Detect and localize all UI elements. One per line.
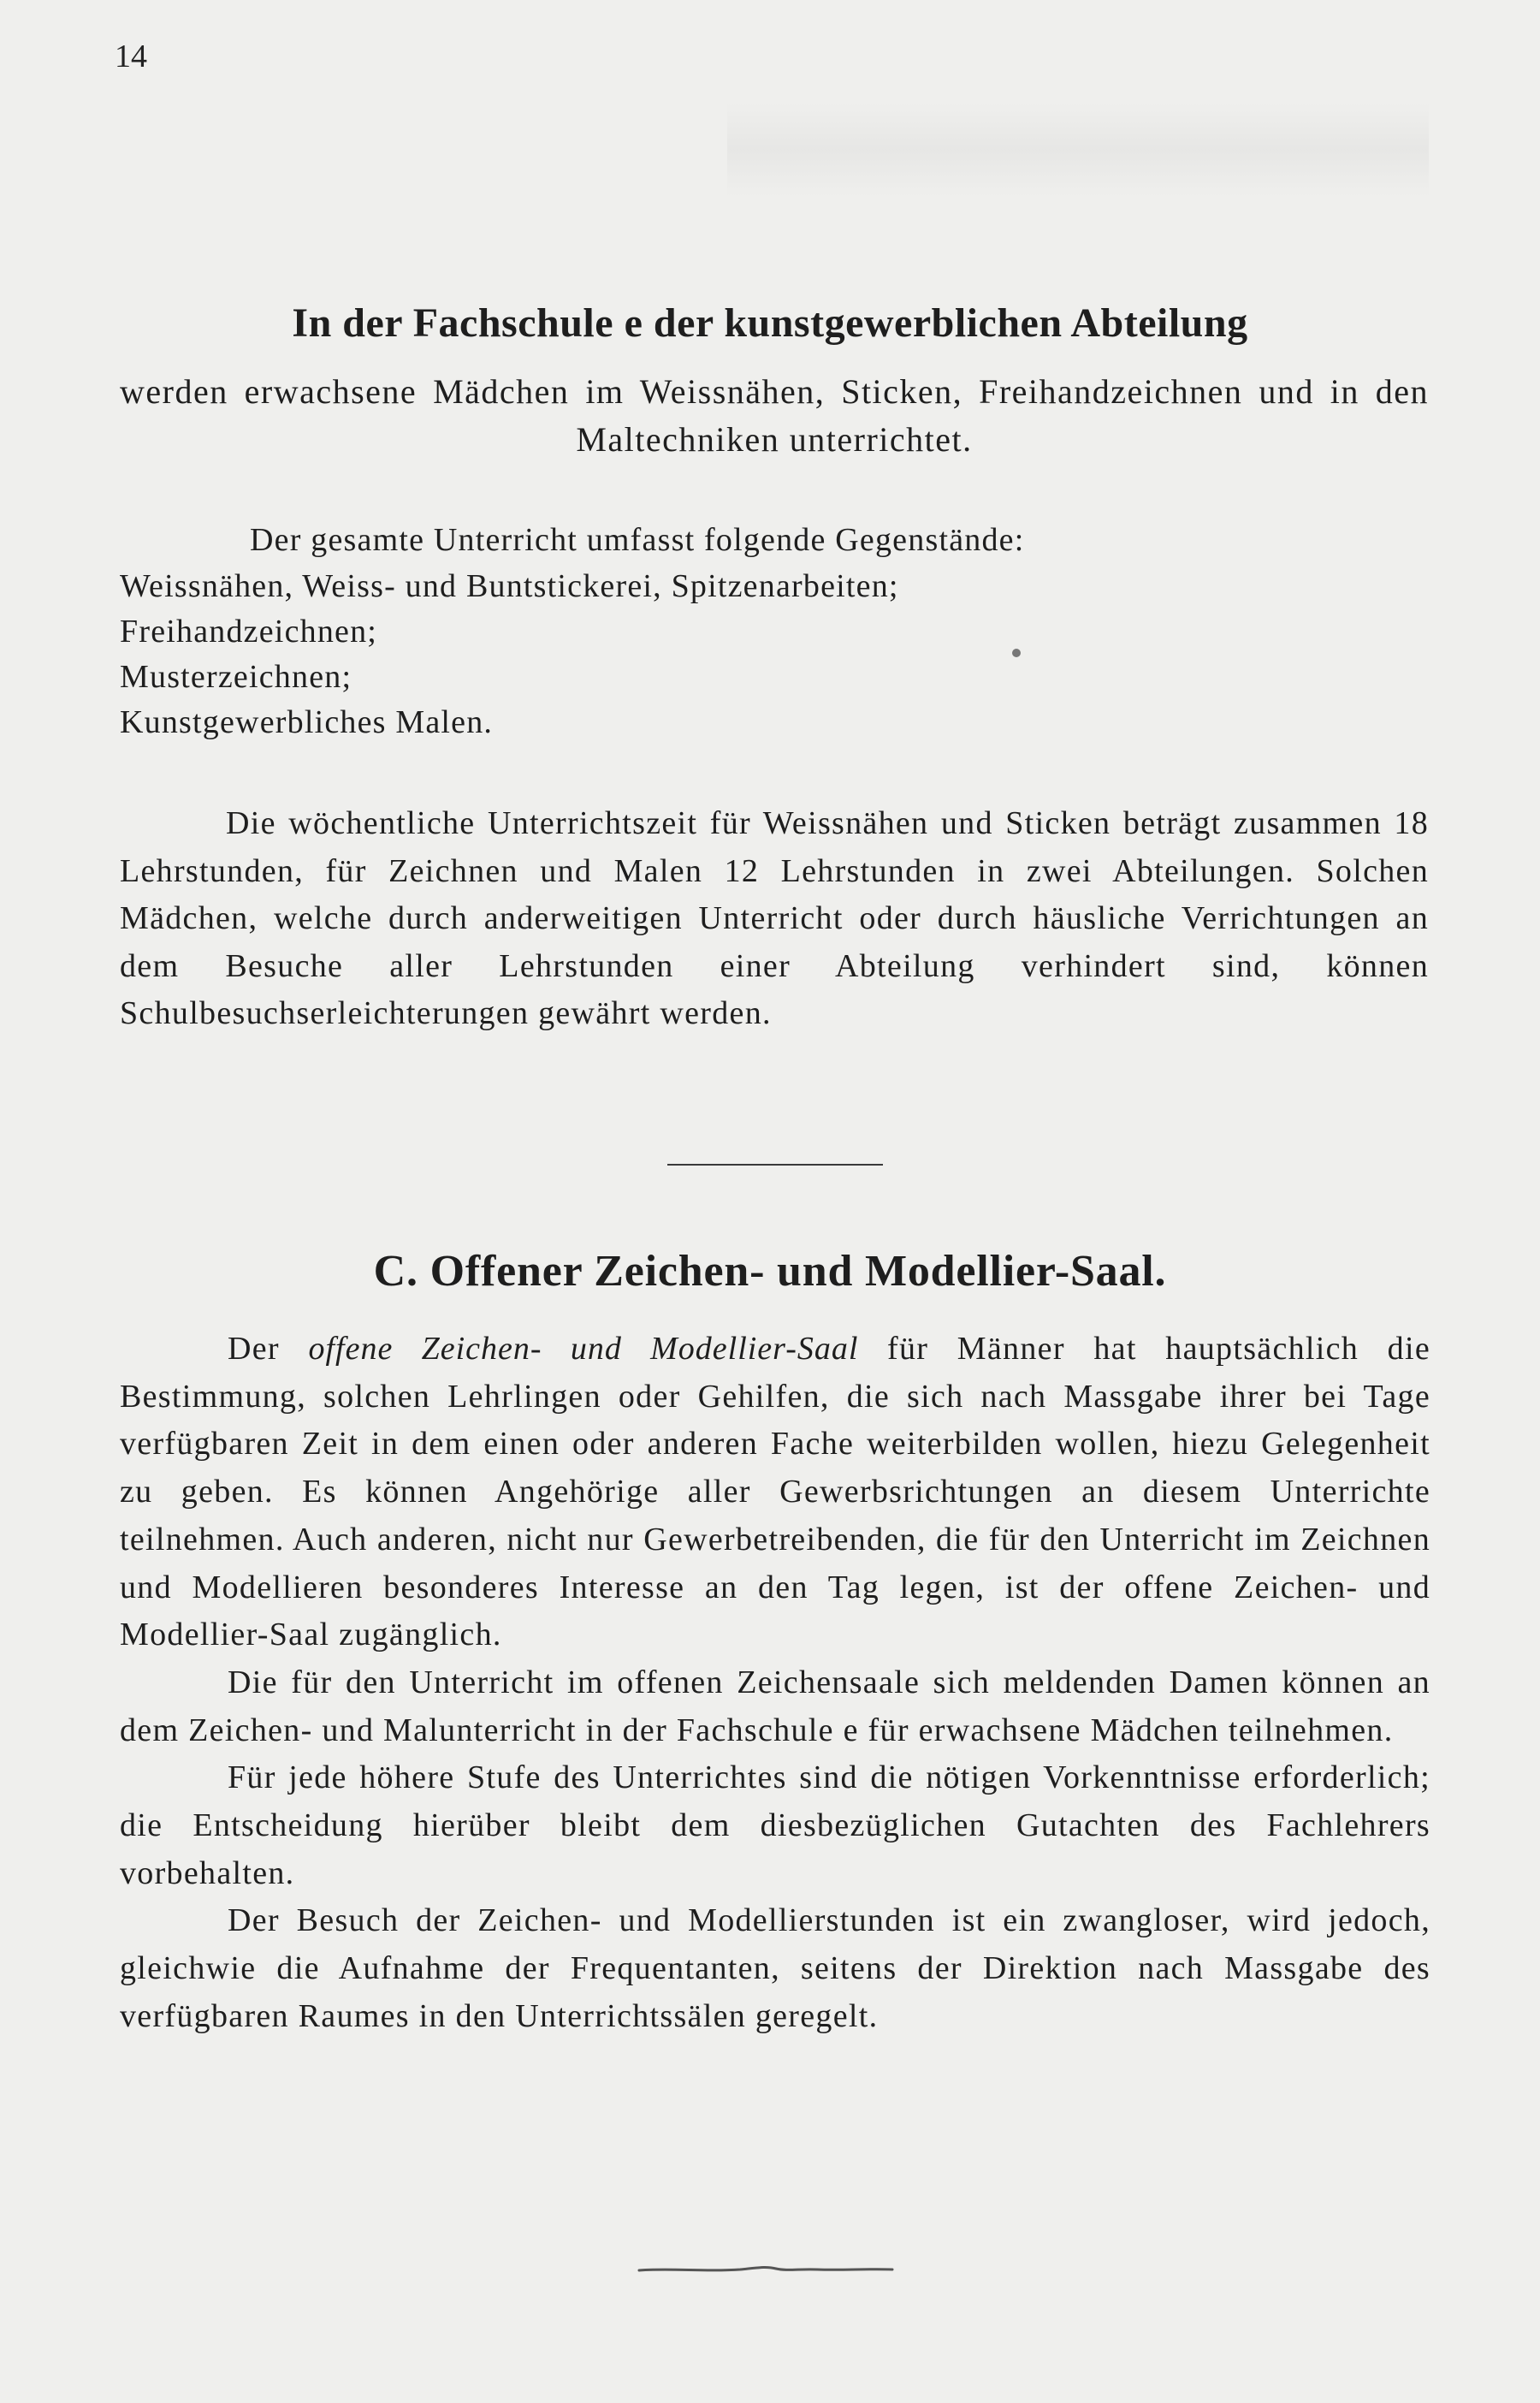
paragraph-2: Die für den Unterricht im offenen Zeichensaale sich meldenden Damen können an dem Zeichen- und Malunterricht in der Fachschule e für erwachsene Mädchen teilnehmen.	[120, 1664, 1430, 1748]
paragraph-4: Der Besuch der Zeichen- und Modellierstunden ist ein zwangloser, wird jedoch, gleichwie die Aufnahme der Frequentanten, seitens der Direktion nach Massgabe des verfügbaren Raumes in den Unterrichtssälen geregelt.	[120, 1902, 1430, 2034]
paragraph-1-start: Der	[228, 1331, 280, 1367]
subjects-lead: Der gesamte Unterricht umfasst folgende Gegenstände:	[250, 522, 1025, 558]
subjects-list	[120, 564, 1429, 745]
weekly-hours-paragraph: Die wöchentliche Unterrichtszeit für Weissnähen und Sticken beträgt zusammen 18 Lehrstunden, für Zeichnen und Malen 12 Lehrstunden in zwei Abteilungen. Solchen Mädchen, welche durch anderweitigen Unterricht oder durch häusliche Verrichtungen an dem Besuche aller Lehrstunden einer Abteilung verhindert sind, können Schulbesuchserleichterungen gewährt werden.	[120, 805, 1429, 1031]
ink-speck	[1012, 649, 1021, 657]
section-separator-rule	[667, 1164, 883, 1166]
paragraph-3: Für jede höhere Stufe des Unterrichtes sind die nötigen Vorkenntnisse erforderlich; die Entscheidung hierüber bleibt dem diesbezüglichen Gutachten des Fachlehrers vorbehalten.	[120, 1759, 1430, 1891]
section-c-body	[120, 1326, 1430, 2041]
end-ornament-flourish	[637, 2261, 894, 2278]
section-heading-zeichensaal: C. Offener Zeichen- und Modellier-Saal.	[373, 1247, 1167, 1296]
show-through-bleed	[727, 103, 1429, 197]
paragraph-1-rest: für Männer hat hauptsächlich die Bestimmung, solchen Lehrlingen oder Gehilfen, die sich nach Massgabe ihrer bei Tage verfügbaren Zeit in dem einen oder anderen Fache weiterbilden wollen, hiezu Gelegenheit zu geben. Es können Angehörige aller Gewerbsrichtungen an diesem Unterrichte teilnehmen. Auch anderen, nicht nur Gewerbetreibenden, die für den Unterricht im Zeichnen und Modellieren besonderes Interesse an den Tag legen, ist der offene Zeichen- und Modellier-Saal zugänglich.	[120, 1331, 1431, 1653]
subject-item: Musterzeichnen;	[120, 659, 352, 695]
subject-item: Kunstgewerbliches Malen.	[120, 704, 494, 740]
paragraph-1	[120, 1326, 1430, 1659]
subject-item: Freihandzeichnen;	[120, 614, 378, 650]
page-number: 14	[115, 39, 147, 74]
paragraph-1-italic: offene Zeichen- und Modellier-Saal	[308, 1331, 859, 1367]
subject-item: Weissnähen, Weiss- und Buntstickerei, Spitzenarbeiten;	[120, 568, 899, 604]
section-heading-fachschule: In der Fachschule e der kunstgewerblichen Abteilung	[292, 300, 1248, 346]
intro-paragraph: werden erwachsene Mädchen im Weissnähen, Sticken, Freihandzeichnen und in den Maltechniken unterrichtet.	[120, 372, 1429, 459]
